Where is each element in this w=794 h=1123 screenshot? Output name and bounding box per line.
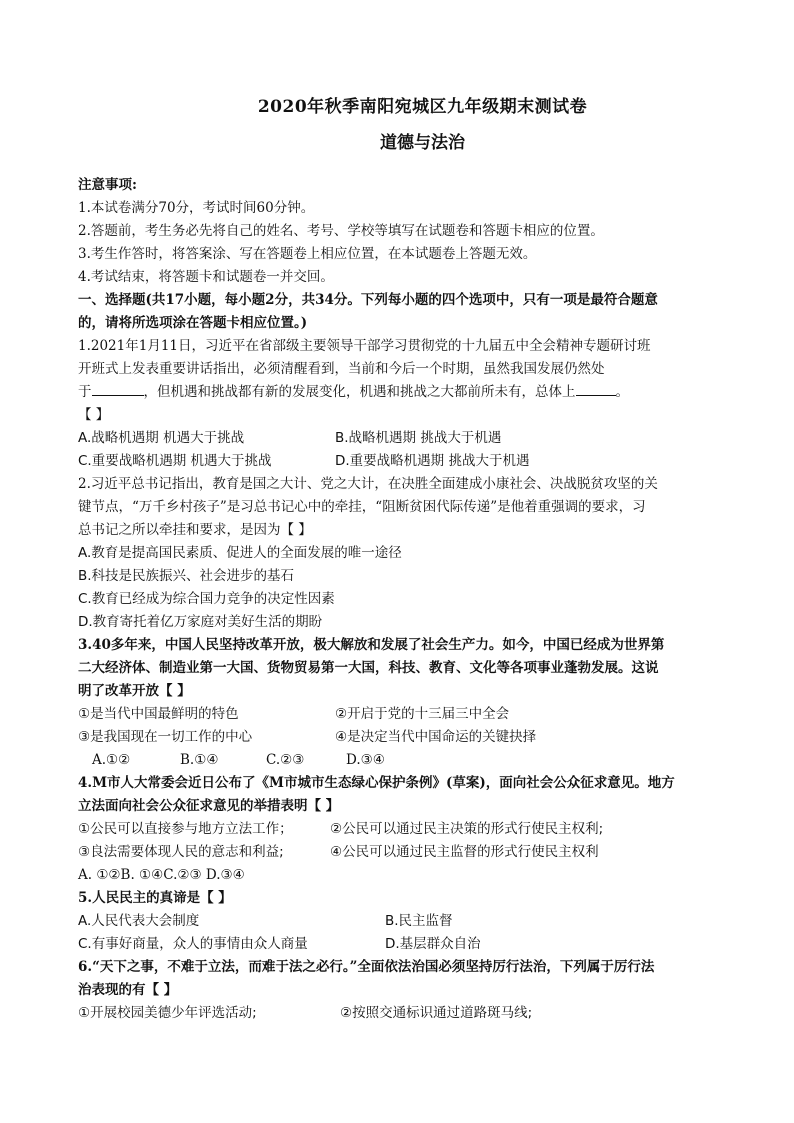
exam-page [78,92,723,1025]
fill-blank [92,381,144,396]
question-4 [78,772,723,887]
option-b: B.民主监督 [385,913,453,929]
option-row [78,749,723,772]
question-text: 4.M市人大常委会近日公布了《M市城市生态绿心保护条例》(草案)，面向社会公众征求意见。地方 [78,775,675,791]
notice-item: 4.考试结束，将答题卡和试题卷一并交回。 [78,269,334,285]
statement-row [78,703,723,726]
question-text: 二大经济体、制造业第一大国、货物贸易第一大国，科技、教育、文化等各项事业蓬勃发展。这说 [78,660,659,676]
statement: ④公民可以通过民主监督的形式行使民主权利 [330,844,599,860]
question-text: 5.人民民主的真谛是【 】 [78,890,232,906]
question-text: 6.“天下之事，不难于立法，而难于法之必行。”全面依法治国必须坚持厉行法治，下列属于厉行法 [78,959,655,975]
notice-item: 2.答题前，考生务必先将自己的姓名、考号、学校等填写在试题卷和答题卡相应的位置。 [78,223,604,239]
question-text: 于 [78,384,92,400]
option-b: B.科技是民族振兴、社会进步的基石 [78,568,295,584]
statement-row [78,726,723,749]
statement: ④是决定当代中国命运的关键抉择 [335,729,537,745]
option-c: C.教育已经成为综合国力竞争的决定性因素 [78,591,335,607]
answer-bracket: 【 】 [78,407,110,423]
question-text: 2.习近平总书记指出，教育是国之大计、党之大计，在决胜全面建成小康社会、决战脱贫攻坚的关 [78,476,658,492]
statement-row [78,818,723,841]
question-text: ，但机遇和挑战都有新的发展变化，机遇和挑战之大都前所未有，总体上 [143,384,576,400]
option-d: D.重要战略机遇期 挑战大于机遇 [335,453,530,469]
question-6 [78,956,723,1025]
option-b: B.①④ [180,752,219,768]
question-text: 开班式上发表重要讲话指出，必须清醒看到，当前和今后一个时期，虽然我国发展仍然处 [78,361,605,377]
question-text: 。 [615,384,629,400]
notice-item: 3.考生作答时，将答案涂、写在答题卷上相应位置，在本试题卷上答题无效。 [78,246,537,262]
question-text: 治表现的有【 】 [78,982,178,998]
option-c: C.重要战略机遇期 机遇大于挑战 [78,453,272,469]
statement: ②公民可以通过民主决策的形式行使民主权利; [330,821,604,837]
option-c: C.有事好商量，众人的事情由众人商量 [78,936,308,952]
option-row [78,933,723,956]
statement: ①开展校园美德少年评选活动; [78,1005,257,1021]
option-c: C.②③ [266,752,305,768]
question-text-blanks [78,381,723,404]
statement-row [78,1002,723,1025]
option-d: D.教育寄托着亿万家庭对美好生活的期盼 [78,614,323,630]
statement: ①是当代中国最鲜明的特色 [78,706,239,722]
statement: ③是我国现在一切工作的中心 [78,729,253,745]
question-1 [78,335,723,473]
section-heading: 一、选择题(共17小题，每小题2分，共34分。下列每小题的四个选项中，只有一项是最符合题意 [78,292,658,308]
statement-row [78,841,723,864]
question-text: 立法面向社会公众征求意见的举措表明【 】 [78,798,340,814]
question-text: 键节点，“万千乡村孩子”是习总书记心中的牵挂，“阻断贫困代际传递”是他着重强调的要求，习 [78,499,646,515]
option-row [78,427,723,450]
option-d: D.基层群众自治 [385,936,481,952]
notice-heading: 注意事项: [78,177,137,193]
option-row: A. ①②B. ①④C.②③ D.③④ [78,867,245,883]
question-3 [78,634,723,772]
statement: ②按照交通标识通过道路斑马线; [340,1005,533,1021]
statement: ①公民可以直接参与地方立法工作； [78,821,293,837]
fill-blank [576,381,616,396]
statement: ③良法需要体现人民的意志和利益; [78,844,284,860]
option-d: D.③④ [346,752,385,768]
question-5 [78,887,723,956]
section-heading-cont: 的，请将所选项涂在答题卡相应位置。) [78,315,308,331]
option-a: A.人民代表大会制度 [78,913,200,929]
option-row [78,910,723,933]
statement: ②开启于党的十三届三中全会 [335,706,510,722]
notice-item: 1.本试卷满分70分，考试时间60分钟。 [78,200,315,216]
option-b: B.战略机遇期 挑战大于机遇 [335,430,502,446]
option-row [78,450,723,473]
question-2 [78,473,723,634]
page-title: 2020年秋季南阳宛城区九年级期末测试卷 [257,97,588,117]
option-a: A.战略机遇期 机遇大于挑战 [78,430,245,446]
question-text: 总书记之所以牵挂和要求，是因为【 】 [78,522,312,538]
question-text: 3.40多年来，中国人民坚持改革开放，极大解放和发展了社会生产力。如今，中国已经成为世界第 [78,637,665,653]
question-text: 明了改革开放【 】 [78,683,191,699]
option-a: A.①② [92,752,131,768]
question-text: 1.2021年1月11日，习近平在省部级主要领导干部学习贯彻党的十九届五中全会精神专题研讨班 [78,338,651,354]
option-a: A.教育是提高国民素质、促进人的全面发展的唯一途径 [78,545,402,561]
subject-title: 道德与法治 [380,133,465,153]
